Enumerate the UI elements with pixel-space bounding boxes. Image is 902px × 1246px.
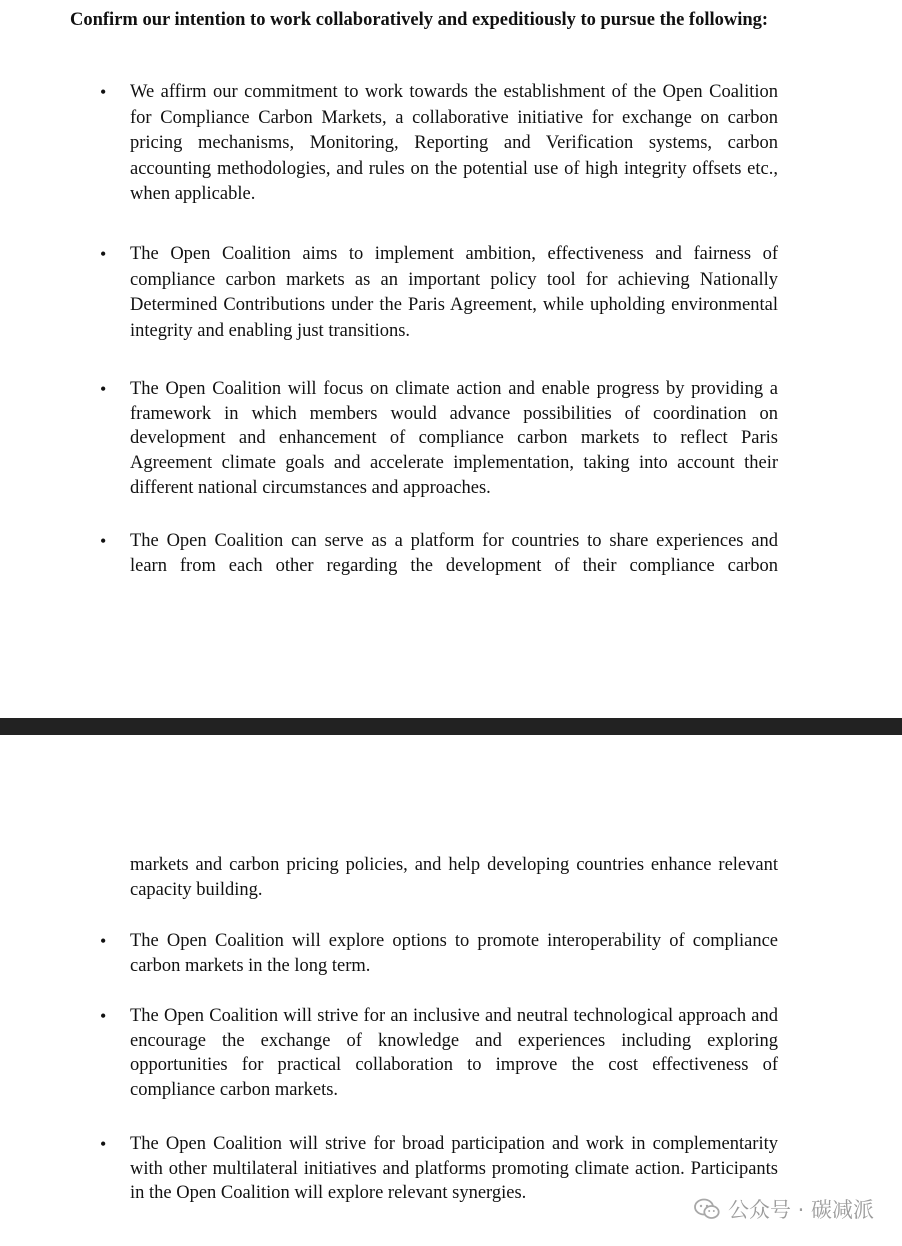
bullet-text: The Open Coalition will focus on climate action and enable progress by providing a framework in which members would advance possibilities of coordination on development and enhancement of compliance carbon markets to reflect Paris Agreement climate goals and accelerate implementation, taking into account their different national circumstances and approaches. [130, 379, 778, 498]
bullet-dot: • [100, 379, 107, 399]
bullet-text: The Open Coalition aims to implement ambition, effectiveness and fairness of compliance carbon markets as an important policy tool for achieving Nationally Determined Contributions under the Paris Agreement, while upholding environmental integrity and enabling just transitions. [130, 244, 778, 341]
document-heading: Confirm our intention to work collaboratively and expeditiously to pursue the following: [70, 10, 769, 30]
wechat-icon [694, 1198, 720, 1220]
bullet-dot: • [100, 244, 107, 264]
watermark [694, 1194, 874, 1224]
bullet-dot: • [100, 531, 107, 551]
bullet-dot: • [100, 82, 107, 102]
bullet-dot: • [100, 1134, 107, 1154]
bullet-text: The Open Coalition will strive for an inclusive and neutral technological approach and encourage the exchange of knowledge and experiences including exploring opportunities for practical collaboration to improve the cost effectiveness of compliance carbon markets. [130, 1006, 778, 1101]
bullet-text: The Open Coalition will strive for broad participation and work in complementarity with other multilateral initiatives and platforms promoting climate action. Participants in the Open Coalition will explore relevant synergies. [130, 1134, 778, 1204]
bullet-dot: • [100, 1006, 107, 1026]
bullet-text-continued [130, 529, 778, 578]
bullet-text: The Open Coalition will explore options to promote interoperability of compliance carbon markets in the long term. [130, 931, 778, 976]
page-break-divider [0, 718, 902, 735]
bullet-text-lines: The Open Coalition can serve as a platform for countries to share experiences and learn from each other regarding the development of their compliance carbon [130, 531, 778, 576]
bullet-dot: • [100, 931, 107, 951]
watermark-text: 公众号 · 碳减派 [727, 1198, 874, 1222]
bullet-text: We affirm our commitment to work towards the establishment of the Open Coalition for Compliance Carbon Markets, a collaborative initiative for exchange on carbon pricing mechanisms, Monitoring, Reporting and Verification systems, carbon accounting methodologies, and rules on the potential use of high integrity offsets etc., when applicable. [130, 82, 778, 204]
document-page-2 [0, 735, 902, 1246]
continuation-text: markets and carbon pricing policies, and help developing countries enhance relevant capacity building. [130, 855, 778, 900]
